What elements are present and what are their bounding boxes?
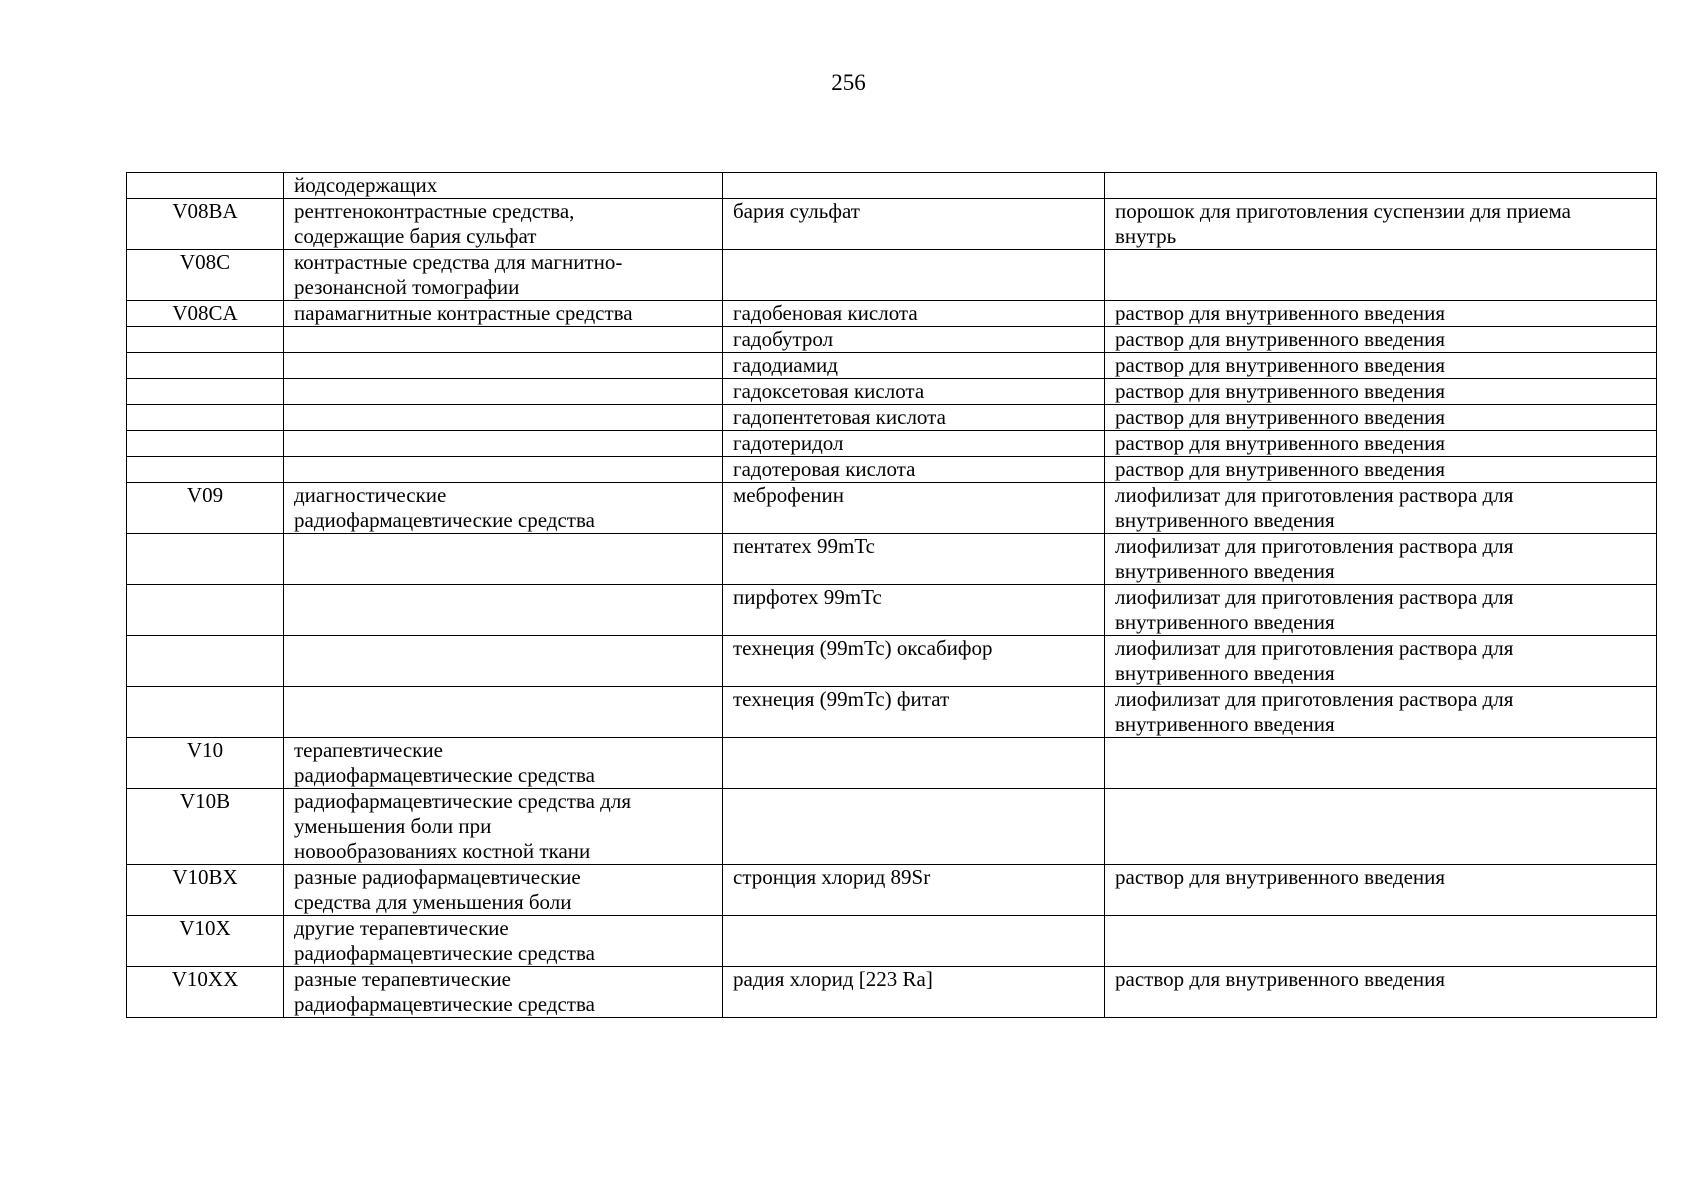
table-row: [127, 789, 1657, 865]
drug-name-cell: пирфотех 99mTc: [723, 585, 1105, 636]
atc-code-cell: V09: [127, 483, 284, 534]
drug-name-cell: меброфенин: [723, 483, 1105, 534]
drug-name-cell: гадодиамид: [723, 353, 1105, 379]
drug-name-cell: технеция (99mTc) фитат: [723, 687, 1105, 738]
drug-name-cell: [723, 916, 1105, 967]
drug-name-cell: технеция (99mTc) оксабифор: [723, 636, 1105, 687]
table-row: [127, 457, 1657, 483]
dosage-form-cell: [1105, 250, 1657, 301]
atc-code-cell: V10X: [127, 916, 284, 967]
atc-code-cell: [127, 457, 284, 483]
dosage-form-cell: раствор для внутривенного введения: [1105, 457, 1657, 483]
drug-name-cell: пентатех 99mTc: [723, 534, 1105, 585]
dosage-form-cell: [1105, 916, 1657, 967]
atc-code-cell: [127, 687, 284, 738]
group-name-cell: разные радиофармацевтические средства для уменьшения боли: [284, 865, 723, 916]
dosage-form-cell: [1105, 789, 1657, 865]
dosage-form-cell: порошок для приготовления суспензии для приема внутрь: [1105, 199, 1657, 250]
atc-code-cell: [127, 327, 284, 353]
dosage-form-cell: [1105, 738, 1657, 789]
table-row: [127, 687, 1657, 738]
dosage-form-cell: лиофилизат для приготовления раствора для внутривенного введения: [1105, 585, 1657, 636]
table-row: [127, 405, 1657, 431]
group-name-cell: парамагнитные контрастные средства: [284, 301, 723, 327]
table-row: [127, 585, 1657, 636]
dosage-form-cell: раствор для внутривенного введения: [1105, 405, 1657, 431]
atc-code-cell: [127, 636, 284, 687]
atc-code-cell: [127, 431, 284, 457]
dosage-form-cell: раствор для внутривенного введения: [1105, 327, 1657, 353]
atc-code-cell: V08BA: [127, 199, 284, 250]
dosage-form-cell: раствор для внутривенного введения: [1105, 431, 1657, 457]
dosage-form-cell: лиофилизат для приготовления раствора для внутривенного введения: [1105, 483, 1657, 534]
group-name-cell: радиофармацевтические средства для уменьшения боли при новообразованиях костной ткани: [284, 789, 723, 865]
group-name-cell: [284, 687, 723, 738]
drug-name-cell: гадопентетовая кислота: [723, 405, 1105, 431]
table-row: [127, 916, 1657, 967]
atc-code-cell: V10XX: [127, 967, 284, 1018]
table-row: [127, 967, 1657, 1018]
dosage-form-cell: [1105, 173, 1657, 199]
table-row: [127, 534, 1657, 585]
drug-name-cell: [723, 738, 1105, 789]
table-row: [127, 353, 1657, 379]
group-name-cell: йодсодержащих: [284, 173, 723, 199]
drug-name-cell: бария сульфат: [723, 199, 1105, 250]
drug-name-cell: гадотеридол: [723, 431, 1105, 457]
table-row: [127, 173, 1657, 199]
atc-code-cell: [127, 534, 284, 585]
dosage-form-cell: лиофилизат для приготовления раствора для внутривенного введения: [1105, 687, 1657, 738]
atc-code-cell: V08C: [127, 250, 284, 301]
group-name-cell: контрастные средства для магнитно- резонансной томографии: [284, 250, 723, 301]
dosage-form-cell: лиофилизат для приготовления раствора для внутривенного введения: [1105, 534, 1657, 585]
group-name-cell: [284, 405, 723, 431]
table-row: [127, 431, 1657, 457]
drug-name-cell: гадобеновая кислота: [723, 301, 1105, 327]
group-name-cell: [284, 636, 723, 687]
drug-table: [126, 172, 1657, 1018]
table-row: [127, 738, 1657, 789]
dosage-form-cell: раствор для внутривенного введения: [1105, 353, 1657, 379]
dosage-form-cell: лиофилизат для приготовления раствора для внутривенного введения: [1105, 636, 1657, 687]
table-row: [127, 865, 1657, 916]
drug-name-cell: [723, 173, 1105, 199]
table-row: [127, 327, 1657, 353]
table-row: [127, 483, 1657, 534]
group-name-cell: разные терапевтические радиофармацевтические средства: [284, 967, 723, 1018]
table-body: [127, 173, 1657, 1018]
group-name-cell: терапевтические радиофармацевтические средства: [284, 738, 723, 789]
group-name-cell: [284, 431, 723, 457]
atc-code-cell: V10BX: [127, 865, 284, 916]
table-row: [127, 379, 1657, 405]
group-name-cell: [284, 327, 723, 353]
atc-code-cell: V10B: [127, 789, 284, 865]
group-name-cell: [284, 457, 723, 483]
atc-code-cell: V08CA: [127, 301, 284, 327]
drug-name-cell: гадоксетовая кислота: [723, 379, 1105, 405]
table-row: [127, 250, 1657, 301]
group-name-cell: [284, 585, 723, 636]
table-row: [127, 301, 1657, 327]
drug-name-cell: радия хлорид [223 Ra]: [723, 967, 1105, 1018]
atc-code-cell: [127, 585, 284, 636]
dosage-form-cell: раствор для внутривенного введения: [1105, 379, 1657, 405]
atc-code-cell: [127, 405, 284, 431]
drug-name-cell: [723, 789, 1105, 865]
atc-code-cell: [127, 379, 284, 405]
drug-name-cell: [723, 250, 1105, 301]
table-row: [127, 199, 1657, 250]
drug-name-cell: гадотеровая кислота: [723, 457, 1105, 483]
atc-code-cell: [127, 173, 284, 199]
dosage-form-cell: раствор для внутривенного введения: [1105, 301, 1657, 327]
group-name-cell: диагностические радиофармацевтические средства: [284, 483, 723, 534]
group-name-cell: рентгеноконтрастные средства, содержащие бария сульфат: [284, 199, 723, 250]
group-name-cell: [284, 534, 723, 585]
group-name-cell: [284, 353, 723, 379]
dosage-form-cell: раствор для внутривенного введения: [1105, 865, 1657, 916]
atc-code-cell: V10: [127, 738, 284, 789]
drug-name-cell: гадобутрол: [723, 327, 1105, 353]
atc-code-cell: [127, 353, 284, 379]
table-row: [127, 636, 1657, 687]
dosage-form-cell: раствор для внутривенного введения: [1105, 967, 1657, 1018]
drug-name-cell: стронция хлорид 89Sr: [723, 865, 1105, 916]
page-number: 256: [831, 70, 866, 95]
group-name-cell: другие терапевтические радиофармацевтические средства: [284, 916, 723, 967]
group-name-cell: [284, 379, 723, 405]
